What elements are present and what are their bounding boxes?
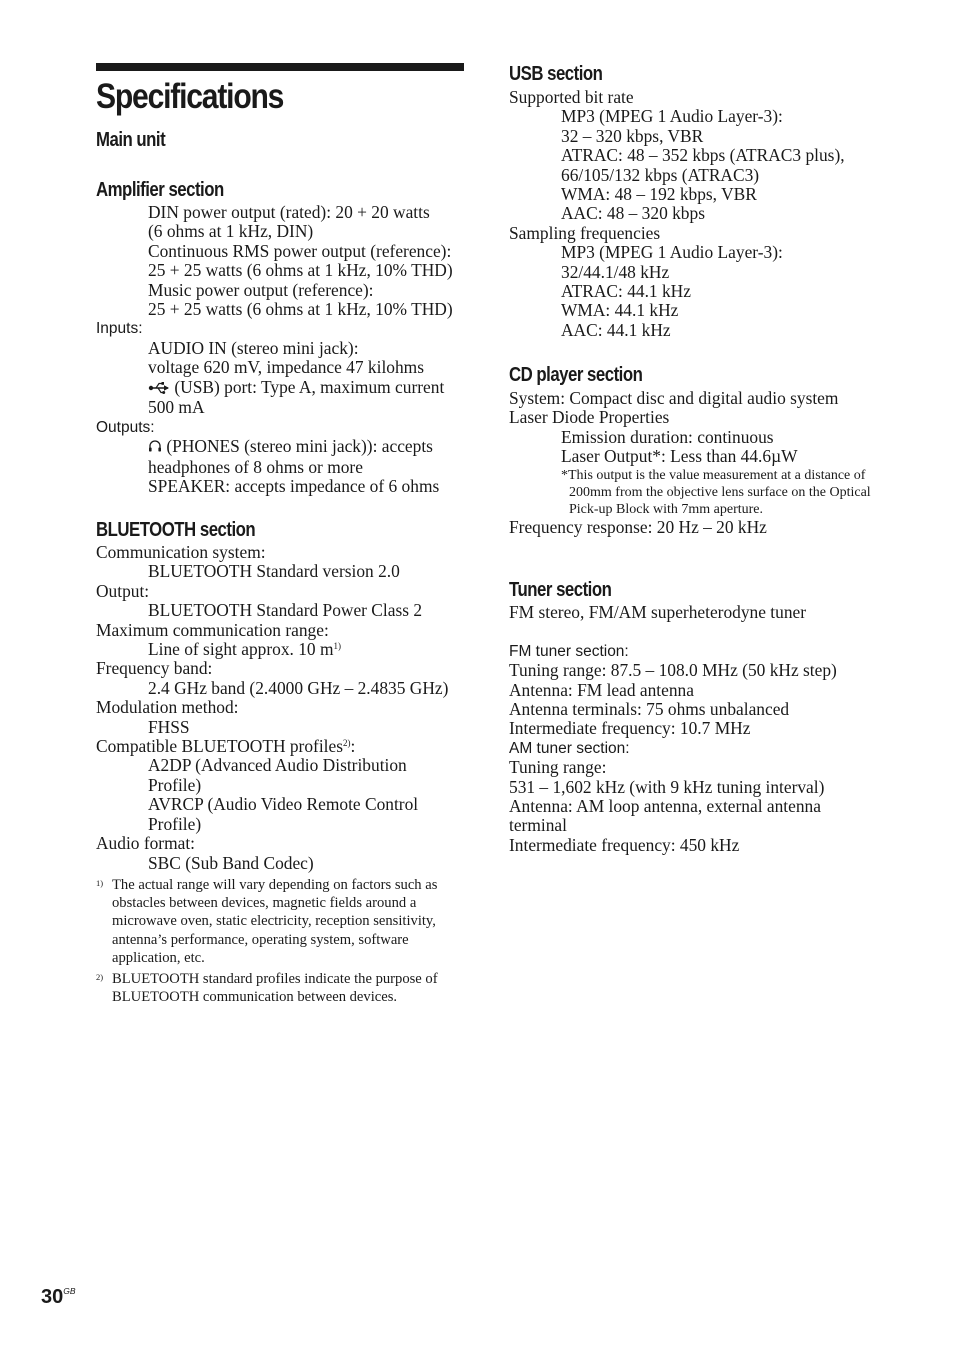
fm-label: FM tuner section: (509, 642, 629, 660)
spec-line: 25 + 25 watts (6 ohms at 1 kHz, 10% THD) (148, 299, 453, 320)
page-title: Specifications (96, 77, 284, 116)
spec-line: Intermediate frequency: 450 kHz (509, 834, 740, 855)
spec-line: Music power output (reference): (148, 279, 374, 300)
spec-value: AAC: 48 – 320 kbps (561, 203, 705, 224)
spec-label: Laser Diode Properties (509, 407, 670, 428)
usb-section (509, 88, 889, 340)
spec-line: Tuning range: (509, 757, 607, 778)
usb-heading: USB section (509, 63, 603, 85)
spec-value: AVRCP (Audio Video Remote Control (148, 794, 419, 815)
amplifier-section (96, 203, 476, 497)
spec-line: Antenna: FM lead antenna (509, 679, 694, 700)
usb-port-line (96, 378, 476, 399)
spec-value: MP3 (MPEG 1 Audio Layer-3): (561, 106, 783, 127)
bluetooth-section (96, 543, 476, 873)
profiles-line (96, 737, 476, 756)
spec-label: Output: (96, 580, 150, 601)
spec-line: System: Compact disc and digital audio system (509, 388, 839, 408)
spec-value: ATRAC: 44.1 kHz (561, 281, 691, 302)
spec-value: 2.4 GHz band (2.4000 GHz – 2.4835 GHz) (148, 677, 449, 698)
spec-value: SBC (Sub Band Codec) (148, 852, 314, 873)
spec-value: Laser Output*: Less than 44.6µW (561, 446, 798, 467)
spec-value: A2DP (Advanced Audio Distribution (148, 755, 407, 776)
inputs-label: Inputs: (96, 320, 143, 338)
footnote-text: The actual range will vary depending on factors such as obstacles between devices, magnetic fields around a microwave oven, static electricity, reception sensitivity, antenna’s performance, operating system, software application, etc. (112, 877, 438, 966)
spec-line: terminal (509, 815, 567, 836)
spec-line: 531 – 1,602 kHz (with 9 kHz tuning interval) (509, 776, 825, 797)
headphones-icon (148, 438, 162, 457)
spec-label: Frequency band: (96, 658, 213, 679)
footnote-text: BLUETOOTH standard profiles indicate the purpose of BLUETOOTH communication between devices. (112, 971, 438, 1006)
usb-port-text: (USB) port: Type A, maximum current (174, 376, 445, 397)
spec-line: DIN power output (rated): 20 + 20 watts (148, 202, 430, 222)
bluetooth-heading: BLUETOOTH section (96, 519, 256, 541)
spec-line: voltage 620 mV, impedance 47 kilohms (148, 357, 424, 378)
spec-line: headphones of 8 ohms or more (148, 456, 363, 477)
spec-label: Maximum communication range: (96, 619, 329, 640)
cd-section (509, 389, 889, 538)
spec-label: Modulation method: (96, 697, 239, 718)
spec-label: Sampling frequencies (509, 222, 661, 243)
spec-line: Antenna: AM loop antenna, external antenna (509, 796, 821, 817)
spec-line: Continuous RMS power output (reference): (148, 240, 452, 261)
main-unit-heading: Main unit (96, 129, 166, 151)
spec-label: Audio format: (96, 833, 196, 854)
profiles-label: Compatible BLUETOOTH profiles (96, 736, 343, 757)
laser-note (509, 467, 889, 519)
footnote-ref: 2) (342, 738, 351, 749)
tuner-section (509, 603, 889, 855)
phones-line (96, 437, 476, 458)
footnote-1 (96, 876, 464, 967)
spec-value: MP3 (MPEG 1 Audio Layer-3): (561, 242, 783, 263)
page-suffix: GB (63, 1286, 76, 1296)
phones-text: (PHONES (stereo mini jack)): accepts (166, 436, 433, 457)
spec-value: WMA: 48 – 192 kbps, VBR (561, 184, 757, 205)
spec-line: FM stereo, FM/AM superheterodyne tuner (509, 602, 807, 622)
spec-value: 32/44.1/48 kHz (561, 261, 670, 282)
title-rule (96, 63, 464, 71)
laser-note-text: *This output is the value measurement at a distance of 200mm from the objective lens surface on the Optical Pick-up Block with 7mm aperture. (561, 467, 871, 518)
spec-value: AAC: 44.1 kHz (561, 319, 671, 340)
am-label: AM tuner section: (509, 739, 630, 757)
footnote-mark: 1) (96, 878, 104, 888)
spec-line: Antenna terminals: 75 ohms unbalanced (509, 699, 790, 720)
spec-line: 25 + 25 watts (6 ohms at 1 kHz, 10% THD) (148, 260, 453, 281)
spec-value: FHSS (148, 716, 190, 737)
spec-value: WMA: 44.1 kHz (561, 300, 679, 321)
spec-value: Profile) (148, 813, 202, 834)
page-number-value: 30 (41, 1286, 64, 1308)
spec-line: (6 ohms at 1 kHz, DIN) (148, 221, 314, 242)
spec-label: Communication system: (96, 542, 266, 562)
spec-value: Profile) (148, 774, 202, 795)
footnote-ref: 1) (333, 641, 341, 652)
footnote-mark: 2) (96, 972, 104, 982)
spec-value: ATRAC: 48 – 352 kbps (ATRAC3 plus), (561, 145, 845, 166)
outputs-label: Outputs: (96, 418, 155, 436)
spec-value: BLUETOOTH Standard version 2.0 (148, 561, 400, 582)
spec-label: Supported bit rate (509, 87, 634, 107)
footnote-2 (96, 970, 464, 1006)
spec-line: Tuning range: 87.5 – 108.0 MHz (50 kHz step) (509, 660, 837, 681)
range-value: Line of sight approx. 10 m (148, 639, 334, 660)
spec-line: 500 mA (148, 397, 205, 418)
spec-line: SPEAKER: accepts impedance of 6 ohms (148, 476, 440, 497)
spec-line: AUDIO IN (stereo mini jack): (148, 337, 359, 358)
spec-value: 66/105/132 kbps (ATRAC3) (561, 164, 760, 185)
spec-value: Emission duration: continuous (561, 426, 774, 447)
amplifier-heading: Amplifier section (96, 179, 224, 201)
range-line (96, 640, 476, 659)
tuner-heading: Tuner section (509, 579, 612, 601)
spec-line: Intermediate frequency: 10.7 MHz (509, 718, 751, 739)
spacer (509, 622, 889, 641)
usb-icon (148, 379, 170, 398)
page-number (41, 1286, 76, 1309)
spec-line: Frequency response: 20 Hz – 20 kHz (509, 517, 767, 538)
spec-value: BLUETOOTH Standard Power Class 2 (148, 600, 423, 621)
cd-heading: CD player section (509, 364, 643, 386)
spec-value: 32 – 320 kbps, VBR (561, 125, 704, 146)
profiles-colon: : (350, 736, 356, 757)
